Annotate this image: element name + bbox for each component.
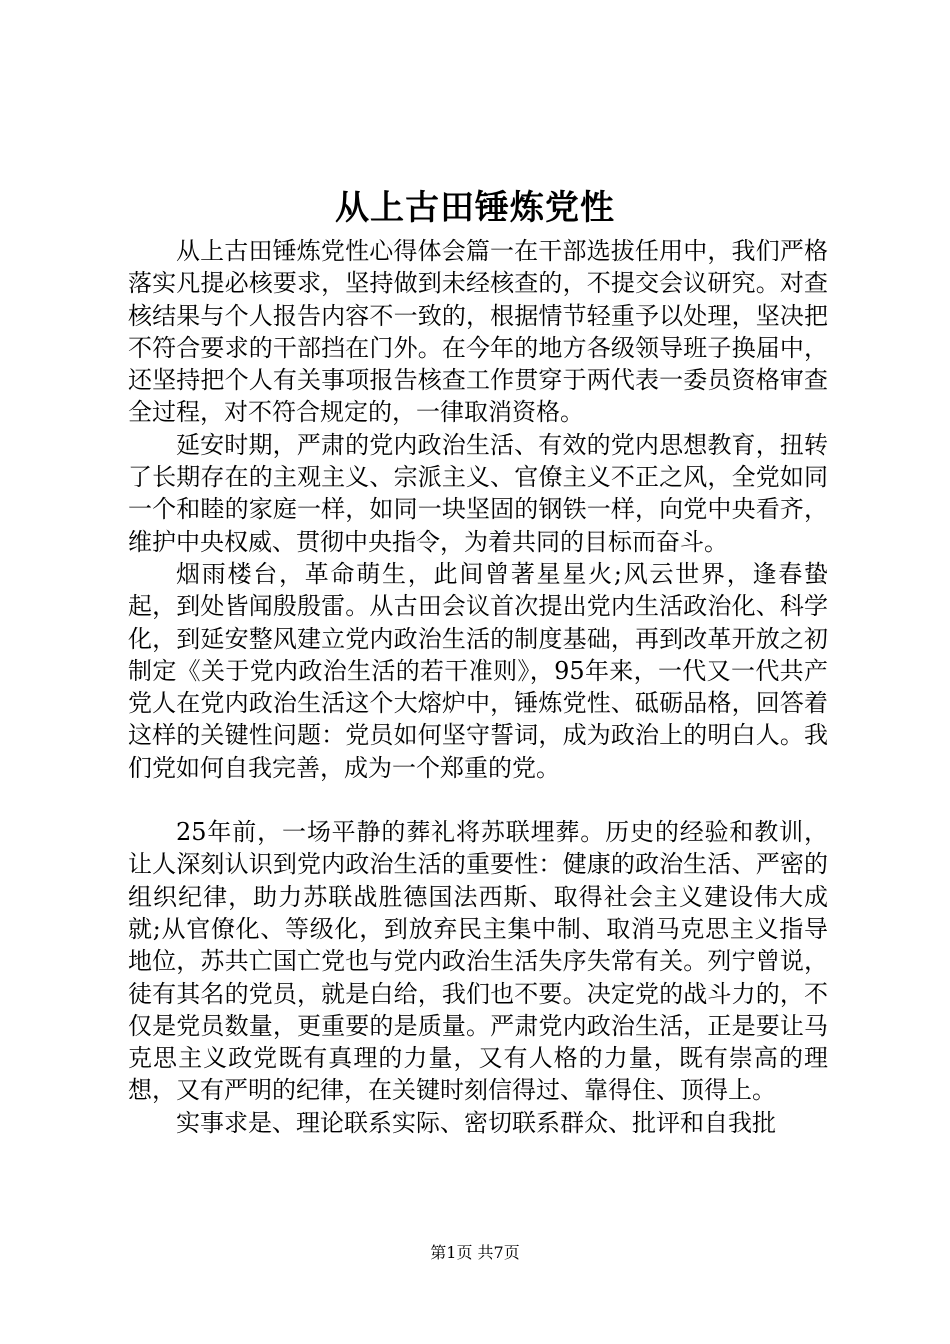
document-title: 从上古田锤炼党性 xyxy=(335,188,615,228)
paragraph-4: 25年前，一场平静的葬礼将苏联埋葬。历史的经验和教训，让人深刻认识到党内政治生活的重要性：健康的政治生活、严密的组织纪律，助力苏联战胜德国法西斯、取得社会主义建设伟大成就;从官僚化、等级化，到放弃民主集中制、取消马克思主义指导地位，苏共亡国亡党也与党内政治生活失序失常有关。列宁曾说，徒有其名的党员，就是白给，我们也不要。决定党的战斗力的，不仅是党员数量，更重要的是质量。严肃党内政治生活，正是要让马克思主义政党既有真理的力量，又有人格的力量，既有崇高的理想，又有严明的纪律，在关键时刻信得过、靠得住、顶得上。 xyxy=(128,818,828,1105)
paragraph-2: 延安时期，严肃的党内政治生活、有效的党内思想教育，扭转了长期存在的主观主义、宗派主义、官僚主义不正之风，全党如同一个和睦的家庭一样，如同一块坚固的钢铁一样，向党中央看齐，维护中央权威、贯彻中央指令，为着共同的目标而奋斗。 xyxy=(128,430,828,556)
page-number-footer: 第1页 共7页 xyxy=(430,1243,520,1262)
paragraph-5: 实事求是、理论联系实际、密切联系群众、批评和自我批 xyxy=(176,1108,776,1137)
paragraph-1: 从上古田锤炼党性心得体会篇一在干部选拔任用中，我们严格落实凡提必核要求，坚持做到未经核查的，不提交会议研究。对查核结果与个人报告内容不一致的，根据情节轻重予以处理，坚决把不符合要求的干部挡在门外。在今年的地方各级领导班子换届中，还坚持把个人有关事项报告核查工作贯穿于两代表一委员资格审查全过程，对不符合规定的，一律取消资格。 xyxy=(128,237,828,427)
document-body xyxy=(128,235,828,1139)
paragraph-3: 烟雨楼台，革命萌生，此间曾著星星火;风云世界，逢春蛰起，到处皆闻殷殷雷。从古田会议首次提出党内生活政治化、科学化，到延安整风建立党内政治生活的制度基础，再到改革开放之初制定《关于党内政治生活的若干准则》，95年来，一代又一代共产党人在党内政治生活这个大熔炉中，锤炼党性、砥砺品格，回答着这样的关键性问题：党员如何坚守誓词，成为政治上的明白人。我们党如何自我完善，成为一个郑重的党。 xyxy=(128,559,828,782)
